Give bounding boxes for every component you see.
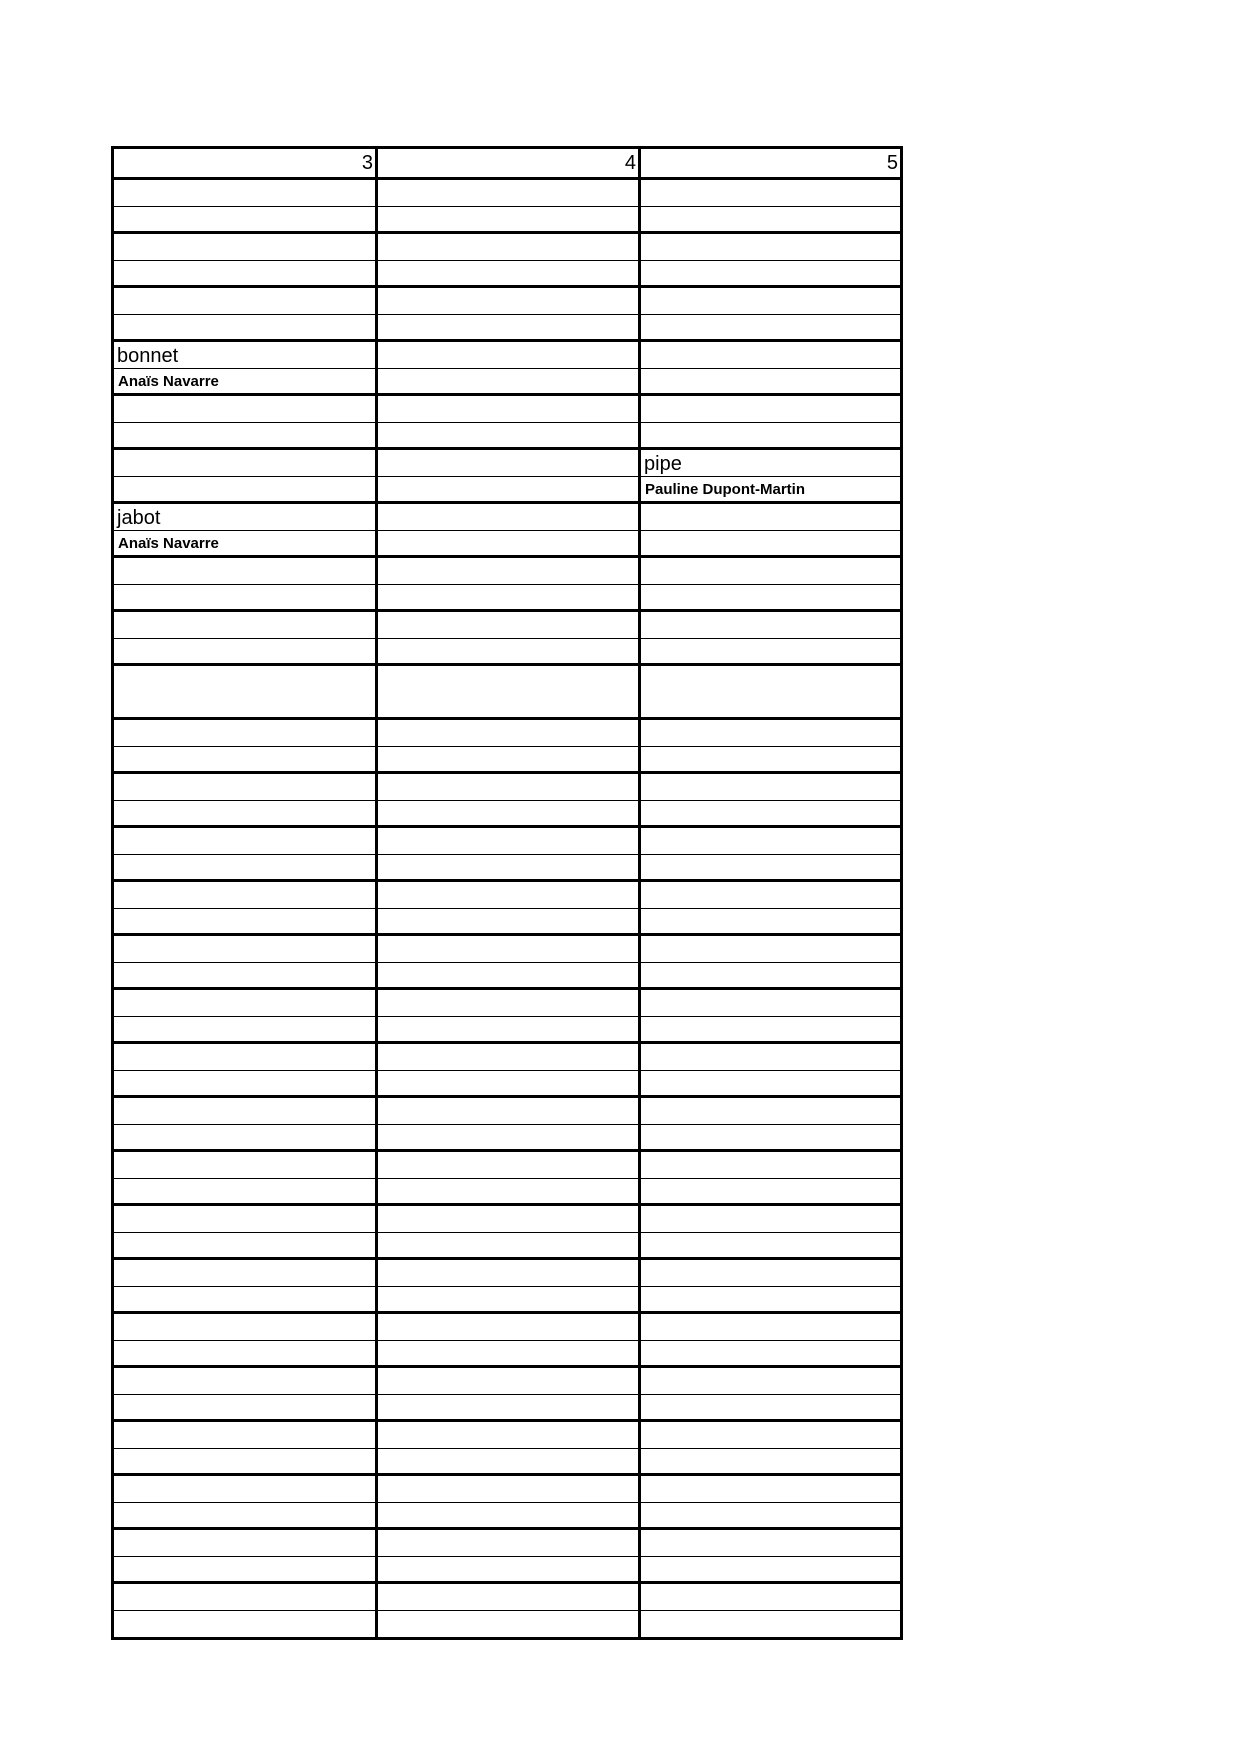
table-cell[interactable] xyxy=(378,1368,641,1394)
table-cell[interactable] xyxy=(641,1395,900,1419)
table-cell[interactable] xyxy=(378,180,641,206)
table-cell[interactable] xyxy=(378,342,641,368)
table-row xyxy=(114,369,900,396)
table-cell[interactable] xyxy=(641,1422,900,1448)
table-cell[interactable] xyxy=(114,1233,378,1257)
table-row xyxy=(114,1503,900,1530)
table-cell[interactable] xyxy=(114,1260,378,1286)
table-cell[interactable] xyxy=(641,990,900,1016)
table-cell[interactable] xyxy=(641,801,900,825)
table-cell[interactable] xyxy=(114,747,378,771)
table-cell[interactable] xyxy=(641,1368,900,1394)
table-cell[interactable] xyxy=(641,1044,900,1070)
table-cell[interactable] xyxy=(378,423,641,447)
table-row xyxy=(114,1449,900,1476)
table-cell[interactable] xyxy=(641,342,900,368)
table-row xyxy=(114,1341,900,1368)
table-cell[interactable] xyxy=(378,1260,641,1286)
table-row xyxy=(114,963,900,990)
table-row xyxy=(114,1125,900,1152)
table-cell[interactable] xyxy=(114,288,378,314)
table-cell[interactable] xyxy=(114,1017,378,1041)
table-row xyxy=(114,1206,900,1233)
table-cell[interactable] xyxy=(114,1584,378,1610)
table-cell[interactable] xyxy=(641,747,900,771)
table-cell[interactable] xyxy=(641,369,900,393)
table-cell[interactable] xyxy=(378,1611,641,1637)
table-cell[interactable] xyxy=(114,342,378,368)
table-cell[interactable] xyxy=(114,261,378,285)
table-cell[interactable] xyxy=(114,909,378,933)
column-header: 3 xyxy=(114,149,378,177)
table-cell[interactable] xyxy=(641,1314,900,1340)
item-label: bonnet xyxy=(117,345,179,367)
table-row xyxy=(114,1422,900,1449)
table-row xyxy=(114,261,900,288)
table-cell[interactable] xyxy=(641,963,900,987)
table-cell[interactable] xyxy=(114,585,378,609)
table-cell[interactable] xyxy=(114,1287,378,1311)
table-cell[interactable] xyxy=(641,1233,900,1257)
table-cell[interactable] xyxy=(114,1611,378,1637)
table-cell[interactable] xyxy=(114,1179,378,1203)
item-label: pipe xyxy=(644,453,682,475)
table-cell[interactable] xyxy=(114,1341,378,1365)
table-cell[interactable] xyxy=(114,1206,378,1232)
table-row xyxy=(114,558,900,585)
table-row xyxy=(114,180,900,207)
table-cell[interactable] xyxy=(114,180,378,206)
column-header: 4 xyxy=(378,149,641,177)
table-cell[interactable] xyxy=(641,774,900,800)
table-cell[interactable] xyxy=(378,1152,641,1178)
table-cell[interactable] xyxy=(641,1179,900,1203)
table-cell[interactable] xyxy=(641,207,900,231)
item-label: jabot xyxy=(117,507,161,529)
spreadsheet-grid xyxy=(111,146,903,1640)
table-row xyxy=(114,1098,900,1125)
table-cell[interactable] xyxy=(378,1233,641,1257)
table-row xyxy=(114,990,900,1017)
table-cell[interactable] xyxy=(641,882,900,908)
table-row xyxy=(114,1233,900,1260)
table-row xyxy=(114,288,900,315)
table-row xyxy=(114,1044,900,1071)
table-cell[interactable] xyxy=(641,234,900,260)
table-row xyxy=(114,639,900,666)
table-cell[interactable] xyxy=(378,504,641,530)
table-cell[interactable] xyxy=(114,1503,378,1527)
table-row xyxy=(114,1395,900,1422)
table-row xyxy=(114,504,900,531)
table-cell[interactable] xyxy=(378,828,641,854)
table-cell[interactable] xyxy=(114,531,378,555)
table-cell[interactable] xyxy=(114,1152,378,1178)
table-cell[interactable] xyxy=(378,639,641,663)
table-cell[interactable] xyxy=(378,1314,641,1340)
table-row xyxy=(114,1179,900,1206)
table-cell[interactable] xyxy=(114,990,378,1016)
table-cell[interactable] xyxy=(641,261,900,285)
table-cell[interactable] xyxy=(114,1395,378,1419)
table-cell[interactable] xyxy=(114,558,378,584)
table-cell[interactable] xyxy=(378,666,641,717)
table-body xyxy=(114,180,900,1637)
table-cell[interactable] xyxy=(114,801,378,825)
table-cell[interactable] xyxy=(114,1422,378,1448)
table-cell[interactable] xyxy=(378,909,641,933)
table-cell[interactable] xyxy=(378,855,641,879)
table-row xyxy=(114,1557,900,1584)
table-cell[interactable] xyxy=(378,585,641,609)
table-cell[interactable] xyxy=(378,1530,641,1556)
table-cell[interactable] xyxy=(114,1314,378,1340)
table-cell[interactable] xyxy=(378,261,641,285)
table-row xyxy=(114,207,900,234)
table-row xyxy=(114,1368,900,1395)
table-cell[interactable] xyxy=(114,963,378,987)
table-cell[interactable] xyxy=(378,774,641,800)
table-cell[interactable] xyxy=(378,1098,641,1124)
table-cell[interactable] xyxy=(641,396,900,422)
table-row xyxy=(114,882,900,909)
table-cell[interactable] xyxy=(641,936,900,962)
table-cell[interactable] xyxy=(114,1098,378,1124)
table-cell[interactable] xyxy=(641,1503,900,1527)
table-row xyxy=(114,1314,900,1341)
table-row xyxy=(114,450,900,477)
table-cell[interactable] xyxy=(641,855,900,879)
table-cell[interactable] xyxy=(378,1422,641,1448)
table-row xyxy=(114,612,900,639)
table-row xyxy=(114,666,900,720)
table-cell[interactable] xyxy=(114,936,378,962)
table-cell[interactable] xyxy=(641,639,900,663)
table-cell[interactable] xyxy=(114,1557,378,1581)
table-cell[interactable] xyxy=(641,504,900,530)
table-cell[interactable] xyxy=(114,1449,378,1473)
table-cell[interactable] xyxy=(641,1557,900,1581)
table-cell[interactable] xyxy=(641,585,900,609)
table-cell[interactable] xyxy=(378,450,641,476)
table-cell[interactable] xyxy=(378,288,641,314)
table-cell[interactable] xyxy=(378,1449,641,1473)
table-cell[interactable] xyxy=(114,423,378,447)
table-row xyxy=(114,234,900,261)
table-cell[interactable] xyxy=(641,1152,900,1178)
person-name: Pauline Dupont-Martin xyxy=(645,481,805,498)
table-row xyxy=(114,585,900,612)
table-cell[interactable] xyxy=(378,612,641,638)
table-row xyxy=(114,855,900,882)
table-cell[interactable] xyxy=(114,774,378,800)
table-cell[interactable] xyxy=(641,1017,900,1041)
table-cell[interactable] xyxy=(641,1611,900,1637)
table-cell[interactable] xyxy=(378,882,641,908)
table-cell[interactable] xyxy=(378,1206,641,1232)
table-row xyxy=(114,423,900,450)
table-row xyxy=(114,801,900,828)
table-cell[interactable] xyxy=(641,423,900,447)
table-cell[interactable] xyxy=(641,1287,900,1311)
table-cell[interactable] xyxy=(378,801,641,825)
table-cell[interactable] xyxy=(378,1125,641,1149)
table-cell[interactable] xyxy=(641,828,900,854)
table-cell[interactable] xyxy=(378,1017,641,1041)
person-name: Anaïs Navarre xyxy=(118,373,219,390)
table-cell[interactable] xyxy=(114,315,378,339)
table-row xyxy=(114,1260,900,1287)
table-cell[interactable] xyxy=(641,288,900,314)
table-cell[interactable] xyxy=(641,1125,900,1149)
table-cell[interactable] xyxy=(114,666,378,717)
person-name: Anaïs Navarre xyxy=(118,535,219,552)
table-cell[interactable] xyxy=(378,1179,641,1203)
table-cell[interactable] xyxy=(641,1206,900,1232)
table-cell[interactable] xyxy=(378,369,641,393)
table-cell[interactable] xyxy=(641,450,900,476)
table-cell[interactable] xyxy=(114,1071,378,1095)
table-cell[interactable] xyxy=(641,1449,900,1473)
column-header-row xyxy=(114,149,900,180)
table-cell[interactable] xyxy=(641,180,900,206)
table-cell[interactable] xyxy=(114,639,378,663)
table-row xyxy=(114,1287,900,1314)
table-cell[interactable] xyxy=(378,1557,641,1581)
table-cell[interactable] xyxy=(378,396,641,422)
table-row xyxy=(114,1611,900,1637)
table-cell[interactable] xyxy=(378,1287,641,1311)
table-cell[interactable] xyxy=(641,1584,900,1610)
table-cell[interactable] xyxy=(378,747,641,771)
table-cell[interactable] xyxy=(641,558,900,584)
table-cell[interactable] xyxy=(378,963,641,987)
table-row xyxy=(114,747,900,774)
table-row xyxy=(114,1017,900,1044)
table-row xyxy=(114,1071,900,1098)
table-cell[interactable] xyxy=(114,855,378,879)
table-row xyxy=(114,477,900,504)
table-row xyxy=(114,396,900,423)
table-cell[interactable] xyxy=(641,1341,900,1365)
table-cell[interactable] xyxy=(641,315,900,339)
table-cell[interactable] xyxy=(378,531,641,555)
table-cell[interactable] xyxy=(114,1368,378,1394)
table-cell[interactable] xyxy=(378,990,641,1016)
table-cell[interactable] xyxy=(378,720,641,746)
table-cell[interactable] xyxy=(114,234,378,260)
table-cell[interactable] xyxy=(641,1098,900,1124)
table-cell[interactable] xyxy=(378,1584,641,1610)
table-cell[interactable] xyxy=(641,612,900,638)
table-cell[interactable] xyxy=(114,720,378,746)
table-cell[interactable] xyxy=(378,558,641,584)
table-row xyxy=(114,909,900,936)
table-cell[interactable] xyxy=(114,396,378,422)
table-cell[interactable] xyxy=(641,1476,900,1502)
table-cell[interactable] xyxy=(114,828,378,854)
table-cell[interactable] xyxy=(378,1476,641,1502)
table-row xyxy=(114,1530,900,1557)
table-row xyxy=(114,720,900,747)
table-cell[interactable] xyxy=(114,1125,378,1149)
table-cell[interactable] xyxy=(114,450,378,476)
table-cell[interactable] xyxy=(114,477,378,501)
table-cell[interactable] xyxy=(378,315,641,339)
table-cell[interactable] xyxy=(378,1044,641,1070)
table-row xyxy=(114,315,900,342)
table-cell[interactable] xyxy=(114,882,378,908)
table-cell[interactable] xyxy=(114,207,378,231)
column-header: 5 xyxy=(886,152,898,174)
table-cell[interactable] xyxy=(114,612,378,638)
table-cell[interactable] xyxy=(378,477,641,501)
table-row xyxy=(114,828,900,855)
table-row xyxy=(114,342,900,369)
table-cell[interactable] xyxy=(641,720,900,746)
table-row xyxy=(114,774,900,801)
table-cell[interactable] xyxy=(641,909,900,933)
table-cell[interactable] xyxy=(641,477,900,501)
table-row xyxy=(114,1152,900,1179)
table-cell[interactable] xyxy=(641,1071,900,1095)
table-row xyxy=(114,1584,900,1611)
table-cell[interactable] xyxy=(641,1260,900,1286)
table-cell[interactable] xyxy=(114,1044,378,1070)
table-cell[interactable] xyxy=(641,1530,900,1556)
table-cell[interactable] xyxy=(114,504,378,530)
table-cell[interactable] xyxy=(378,1341,641,1365)
table-cell[interactable] xyxy=(114,369,378,393)
table-cell[interactable] xyxy=(378,936,641,962)
table-cell[interactable] xyxy=(641,666,900,717)
table-cell[interactable] xyxy=(641,531,900,555)
table-row xyxy=(114,936,900,963)
table-cell[interactable] xyxy=(114,1476,378,1502)
table-cell[interactable] xyxy=(378,207,641,231)
table-cell[interactable] xyxy=(378,1071,641,1095)
table-row xyxy=(114,1476,900,1503)
table-cell[interactable] xyxy=(378,234,641,260)
table-cell[interactable] xyxy=(378,1503,641,1527)
table-cell[interactable] xyxy=(114,1530,378,1556)
table-cell[interactable] xyxy=(378,1395,641,1419)
table-row xyxy=(114,531,900,558)
